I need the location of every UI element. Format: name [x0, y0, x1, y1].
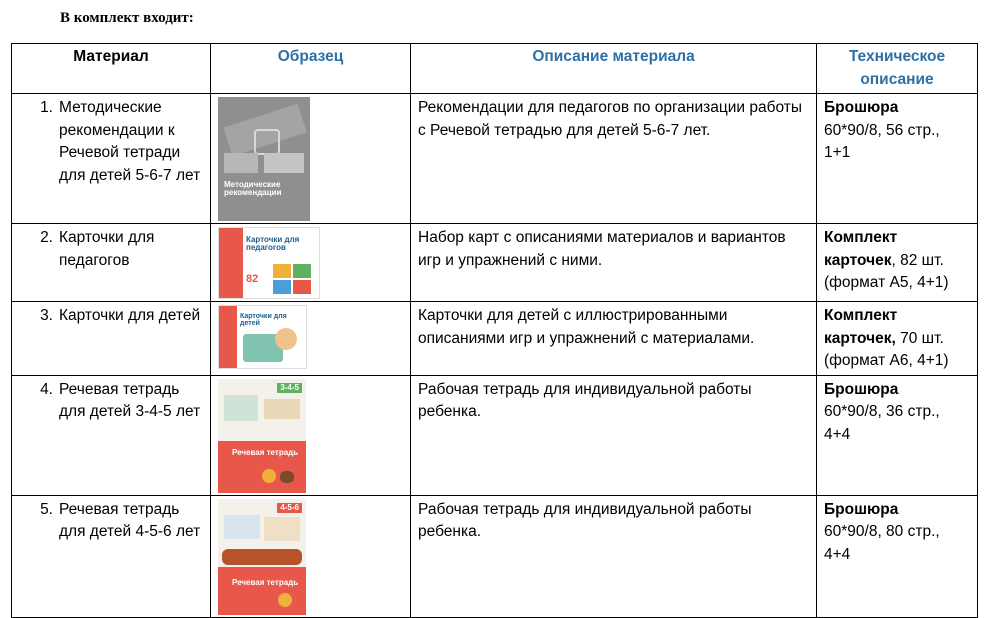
- row-number: 5.: [40, 500, 53, 518]
- table-row: [12, 224, 978, 302]
- sample-count: 82: [246, 273, 259, 285]
- sample-age: 4-5-6: [277, 503, 302, 513]
- material-name: Карточки для педагогов: [59, 229, 155, 269]
- technical-cell: [817, 495, 978, 617]
- sample-title: Речевая тетрадь: [232, 577, 299, 587]
- description-cell: Рекомендации для педагогов по организации работы с Речевой тетрадью для детей 5-6-7 лет.: [411, 94, 817, 224]
- sample-title: Методические рекомендации: [224, 180, 282, 197]
- sample-title: Речевая тетрадь: [232, 447, 299, 457]
- section-heading: В комплект входит:: [60, 10, 194, 26]
- tech-bold: Брошюра: [824, 500, 899, 518]
- sample-cell: [211, 302, 411, 376]
- table-row: [12, 375, 978, 495]
- col-header-material: Материал: [12, 44, 211, 94]
- row-number: 4.: [40, 380, 53, 398]
- sample-cell: [211, 375, 411, 495]
- material-cell: [12, 375, 211, 495]
- tech-rest: , 82 шт. (формат А5, 4+1): [824, 251, 949, 291]
- description-cell: Рабочая тетрадь для индивидуальной работы ребенка.: [411, 495, 817, 617]
- sample-image-child-cards: [218, 305, 307, 369]
- tech-rest: 60*90/8, 80 стр., 4+4: [824, 523, 940, 563]
- sample-title: Карточки для детей: [240, 313, 287, 327]
- material-name: Речевая тетрадь для детей 4-5-6 лет: [59, 500, 201, 540]
- col-header-technical: Техническое описание: [817, 44, 978, 94]
- row-number: 2.: [40, 229, 53, 246]
- material-name: Речевая тетрадь для детей 3-4-5 лет: [59, 380, 201, 420]
- tech-rest: 70 шт. (формат А6, 4+1): [824, 329, 949, 369]
- description-cell: Карточки для детей с иллюстрированными описаниями игр и упражнений с материалами.: [411, 302, 817, 376]
- sample-cell: [211, 224, 411, 302]
- sample-title: Карточки для педагогов: [246, 235, 300, 252]
- col-header-sample: Образец: [211, 44, 411, 94]
- material-cell: [12, 302, 211, 376]
- sample-cell: [211, 495, 411, 617]
- tech-bold: Комплект карточек,: [824, 307, 898, 347]
- technical-cell: [817, 375, 978, 495]
- tech-rest: 60*90/8, 36 стр., 4+4: [824, 403, 940, 443]
- table-header-row: [12, 44, 978, 94]
- table-row: [12, 94, 978, 224]
- technical-cell: [817, 94, 978, 224]
- sample-image-workbook-456: [218, 499, 306, 615]
- material-name: Методические рекомендации к Речевой тетради для детей 5-6-7 лет: [59, 99, 201, 184]
- material-cell: [12, 94, 211, 224]
- row-number: 1.: [40, 99, 53, 116]
- description-cell: Рабочая тетрадь для индивидуальной работы ребенка.: [411, 375, 817, 495]
- description-cell: Набор карт с описаниями материалов и вариантов игр и упражнений с ними.: [411, 224, 817, 302]
- tech-bold: Брошюра: [824, 99, 899, 116]
- tech-bold: Брошюра: [824, 380, 899, 398]
- material-cell: [12, 495, 211, 617]
- material-name: Карточки для детей: [59, 307, 201, 324]
- table-row: [12, 302, 978, 376]
- tech-bold: Комплект карточек: [824, 229, 898, 269]
- technical-cell: [817, 224, 978, 302]
- table-row: [12, 495, 978, 617]
- tech-rest: 60*90/8, 56 стр., 1+1: [824, 121, 940, 161]
- material-cell: [12, 224, 211, 302]
- col-header-description: Описание материала: [411, 44, 817, 94]
- sample-cell: [211, 94, 411, 224]
- kit-table: [11, 43, 978, 618]
- sample-image-guide: [218, 97, 310, 221]
- sample-image-teacher-cards: [218, 227, 320, 299]
- row-number: 3.: [40, 307, 53, 324]
- technical-cell: [817, 302, 978, 376]
- sample-image-workbook-345: [218, 379, 306, 493]
- sample-age: 3-4-5: [277, 383, 302, 393]
